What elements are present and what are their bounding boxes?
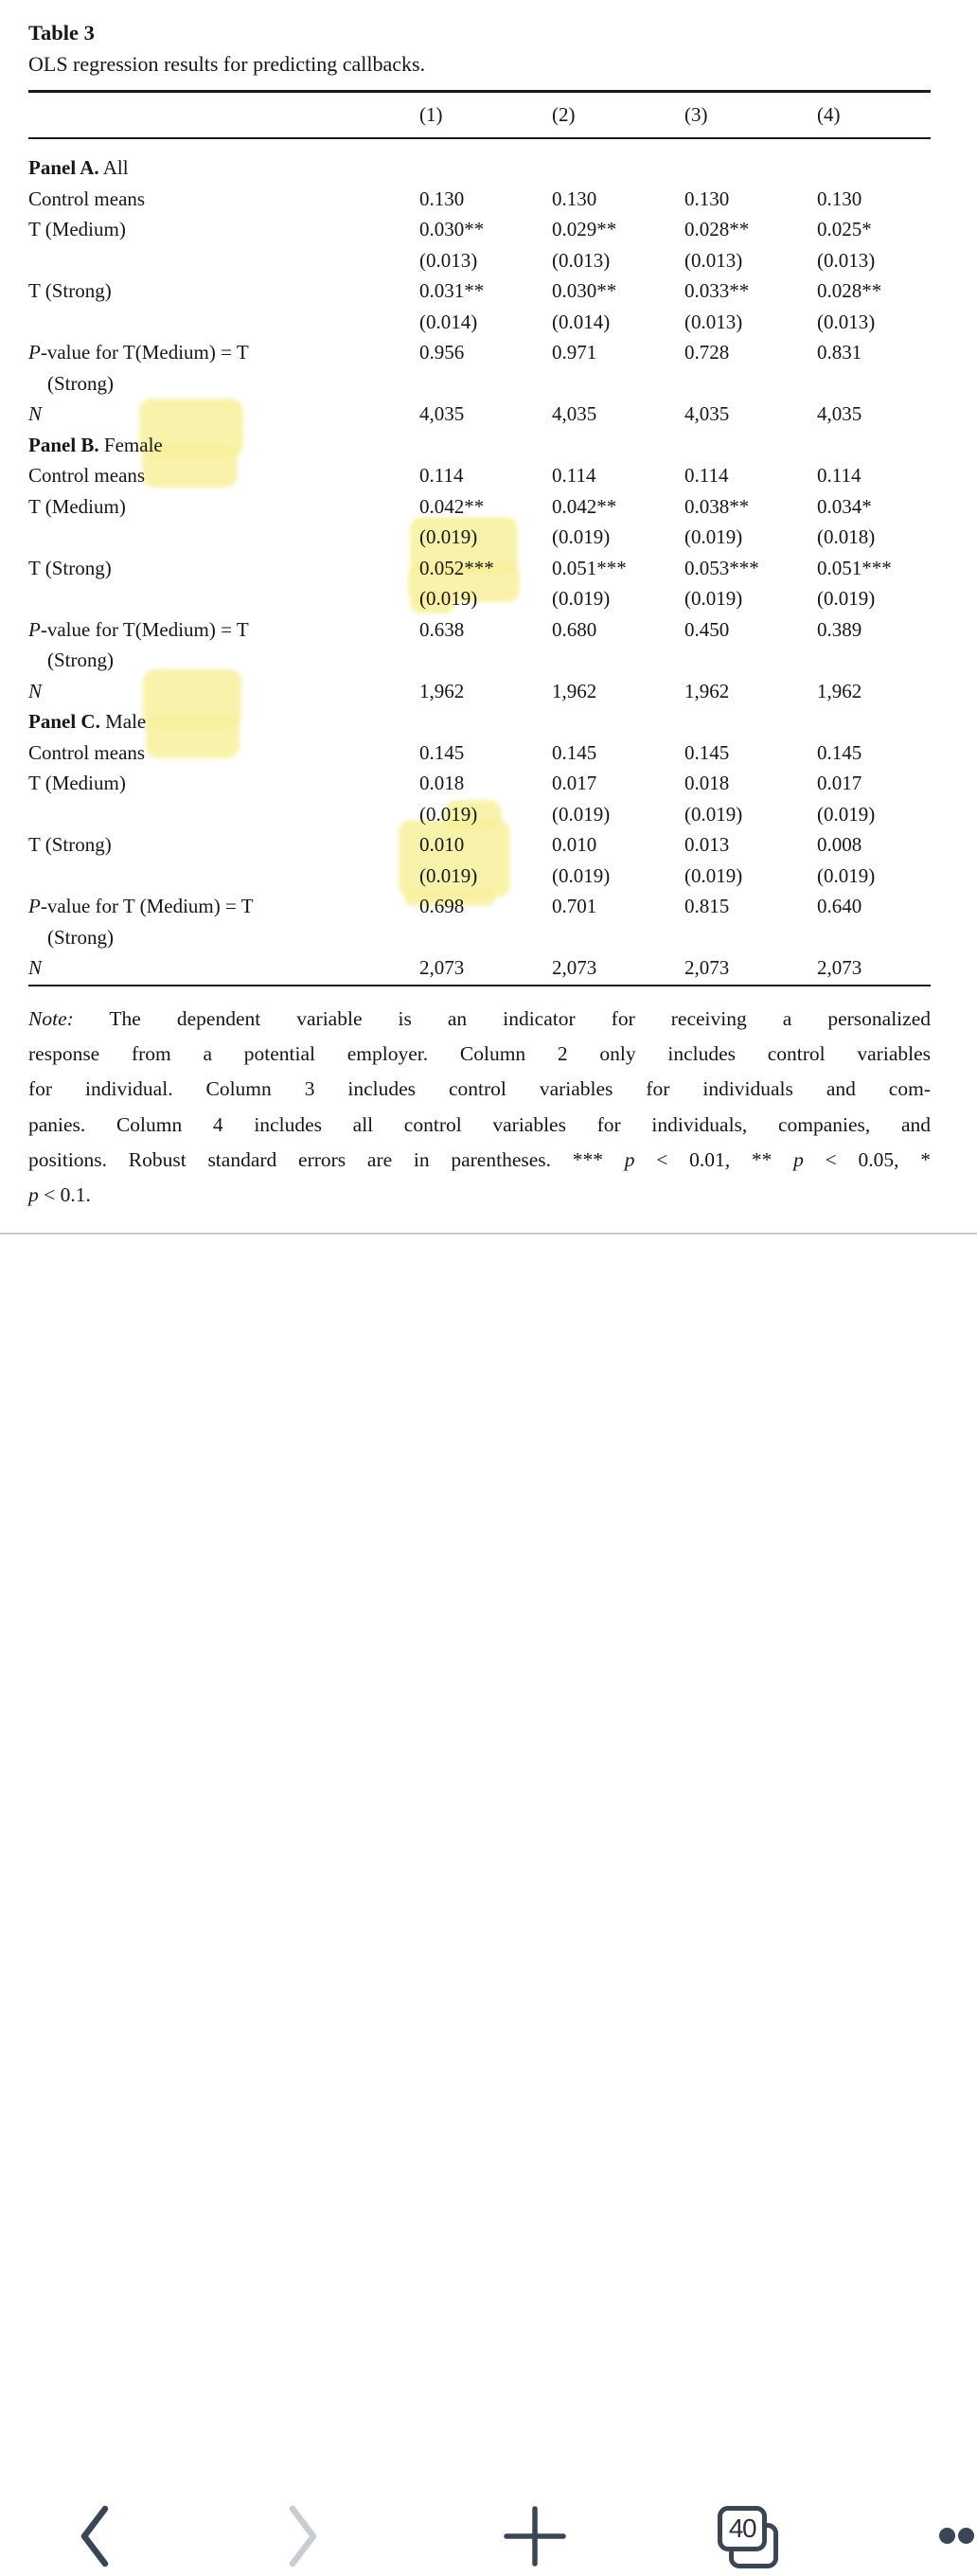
value-cell: 0.145: [419, 740, 465, 764]
row-label: [28, 891, 419, 952]
chevron-right-icon: [285, 2503, 321, 2569]
row-label: [28, 583, 419, 614]
panel-group: Male: [105, 710, 147, 733]
value-cell: 0.145: [817, 740, 862, 764]
note-line: positions. Robust standard errors are in parentheses. *** p < 0.01, ** p < 0.05, *: [28, 1147, 931, 1171]
value-cell: 0.728: [684, 341, 730, 364]
panel-heading: [28, 152, 931, 184]
row-label: Control means: [28, 740, 146, 764]
table-row: [28, 337, 931, 399]
value-cell: 0.389: [817, 617, 862, 641]
ellipsis-dot: [958, 2528, 974, 2544]
table-row: [28, 245, 931, 276]
value-cell: (0.019): [684, 525, 743, 548]
row-label: T (Strong): [28, 833, 112, 856]
value-cell: 0.698: [419, 895, 465, 917]
value-cell: 0.956: [419, 341, 465, 364]
value-cell: 0.030**: [552, 279, 617, 302]
value-cell: 0.130: [419, 187, 465, 210]
row-label: [28, 614, 419, 676]
value-cell: (0.019): [419, 802, 478, 826]
table-row: [28, 799, 931, 830]
value-cell: 4,035: [552, 402, 597, 425]
table-caption: OLS regression results for predicting callbacks.: [28, 52, 426, 76]
row-label: Control means: [28, 464, 146, 487]
value-cell: 0.640: [817, 895, 862, 917]
value-cell: (0.013): [419, 248, 478, 272]
value-cell: 0.018: [419, 772, 465, 794]
value-cell: (0.013): [817, 248, 876, 272]
row-label: [28, 307, 419, 338]
value-cell: 1,962: [552, 679, 597, 702]
value-cell: 0.010: [552, 833, 597, 856]
value-cell: 2,073: [419, 956, 465, 979]
value-cell: (0.019): [419, 863, 478, 887]
note-line: Note: The dependent variable is an indicator for receiving a personalized: [28, 1007, 931, 1030]
table-row: [28, 768, 931, 799]
row-label-line2: (Strong): [47, 371, 114, 395]
tabs-icon: [717, 2505, 779, 2568]
value-cell: 0.028**: [684, 218, 750, 240]
value-cell: 0.034*: [817, 494, 872, 518]
row-label: N: [28, 679, 43, 702]
column-header: (3): [684, 102, 708, 126]
value-cell: (0.019): [817, 802, 876, 826]
value-cell: 0.701: [552, 895, 597, 917]
table-title: Table 3: [28, 21, 95, 44]
forward-button[interactable]: [265, 2498, 341, 2574]
value-cell: 0.008: [817, 833, 862, 856]
row-label: [28, 799, 419, 830]
note-line: for individual. Column 3 includes control variables for individuals and com-: [28, 1077, 931, 1101]
row-label: N: [28, 956, 43, 979]
panel-label: Panel C.: [28, 710, 100, 733]
value-cell: 0.114: [817, 464, 862, 487]
value-cell: 0.130: [817, 187, 862, 210]
value-cell: 0.013: [684, 833, 730, 856]
ellipsis-icon: [939, 2528, 974, 2544]
row-label-line2: (Strong): [47, 925, 114, 949]
value-cell: 0.038**: [684, 494, 750, 518]
regression-table: [28, 152, 931, 984]
row-label-text: -value for T (Medium) = T: [40, 895, 254, 917]
value-cell: 1,962: [419, 679, 465, 702]
table-row: [28, 861, 931, 892]
value-cell: (0.013): [552, 248, 611, 272]
value-cell: 0.130: [684, 187, 730, 210]
panel-heading-row: [28, 152, 931, 184]
row-label-text: -value for T(Medium) = T: [40, 617, 249, 641]
value-cell: 2,073: [817, 956, 862, 979]
value-cell: 0.450: [684, 617, 730, 641]
value-cell: 0.114: [684, 464, 729, 487]
column-header: (2): [552, 102, 576, 126]
value-cell: (0.019): [552, 525, 611, 548]
row-label-italic: P: [28, 341, 41, 364]
value-cell: (0.019): [684, 863, 743, 887]
row-label: T (Medium): [28, 494, 126, 518]
value-cell: 1,962: [684, 679, 730, 702]
plus-icon: [504, 2505, 566, 2567]
value-cell: (0.014): [552, 310, 611, 333]
value-cell: 0.025*: [817, 218, 872, 240]
row-label-text: -value for T(Medium) = T: [40, 341, 249, 364]
value-cell: 0.030**: [419, 218, 485, 240]
value-cell: 0.680: [552, 617, 597, 641]
value-cell: 0.018: [684, 772, 730, 794]
value-cell: (0.019): [419, 587, 478, 610]
value-cell: 0.145: [684, 740, 730, 764]
table-row: [28, 522, 931, 553]
table-row: [28, 676, 931, 707]
row-label: T (Strong): [28, 556, 112, 579]
column-header: (4): [817, 102, 841, 126]
value-cell: 0.010: [419, 833, 465, 856]
value-cell: 0.145: [552, 740, 597, 764]
table-row: [28, 891, 931, 952]
value-cell: 0.831: [817, 341, 862, 364]
panel-heading-row: [28, 706, 931, 737]
table-rule-header: [28, 137, 931, 140]
table-row: [28, 952, 931, 984]
value-cell: 0.053***: [684, 556, 759, 579]
note-line: p < 0.1.: [28, 1183, 91, 1207]
note-label: Note:: [28, 1007, 74, 1030]
value-cell: (0.019): [684, 587, 743, 610]
table-row: [28, 184, 931, 215]
chevron-left-icon: [77, 2503, 113, 2569]
row-label: T (Medium): [28, 772, 126, 794]
table-note: [28, 1002, 931, 1213]
value-cell: (0.019): [684, 802, 743, 826]
value-cell: (0.019): [552, 587, 611, 610]
value-cell: 0.017: [817, 772, 862, 794]
value-cell: 0.114: [419, 464, 464, 487]
value-cell: (0.014): [419, 310, 478, 333]
value-cell: 0.051***: [552, 556, 627, 579]
table-row: [28, 214, 931, 245]
note-line: panies. Column 4 includes all control variables for individuals, companies, and: [28, 1112, 931, 1136]
tab-switcher-button[interactable]: [708, 2496, 788, 2576]
value-cell: (0.013): [684, 248, 743, 272]
row-label-line2: (Strong): [47, 648, 114, 671]
note-line: response from a potential employer. Column 2 only includes control variables: [28, 1042, 931, 1066]
value-cell: 2,073: [552, 956, 597, 979]
value-cell: 4,035: [684, 402, 730, 425]
table-row: [28, 737, 931, 769]
tabs-front-card: [718, 2506, 767, 2551]
ellipsis-dot: [939, 2528, 955, 2544]
table-row: [28, 614, 931, 676]
back-button[interactable]: [57, 2498, 133, 2574]
panel-heading: [28, 706, 931, 737]
value-cell: 0.029**: [552, 218, 617, 240]
row-label: Control means: [28, 187, 146, 210]
row-label: [28, 337, 419, 399]
value-cell: (0.013): [684, 310, 743, 333]
panel-heading-row: [28, 430, 931, 461]
value-cell: (0.018): [817, 525, 876, 548]
value-cell: 0.042**: [552, 494, 617, 518]
value-cell: 4,035: [817, 402, 862, 425]
row-label: T (Strong): [28, 279, 112, 302]
value-cell: 0.031**: [419, 279, 485, 302]
value-cell: 4,035: [419, 402, 465, 425]
value-cell: 0.815: [684, 895, 730, 917]
table-row: [28, 460, 931, 491]
panel-heading: [28, 430, 931, 461]
table-row: [28, 491, 931, 523]
row-label-italic: P: [28, 895, 41, 917]
value-cell: (0.019): [817, 863, 876, 887]
value-cell: 0.017: [552, 772, 597, 794]
table-row: [28, 829, 931, 861]
row-label-italic: P: [28, 617, 41, 641]
new-tab-button[interactable]: [497, 2498, 573, 2574]
value-cell: 1,962: [817, 679, 862, 702]
row-label: [28, 245, 419, 276]
table-row: [28, 307, 931, 338]
value-cell: 0.052***: [419, 556, 494, 579]
panel-label: Panel B.: [28, 433, 99, 456]
value-cell: 0.638: [419, 617, 465, 641]
row-label: [28, 861, 419, 892]
value-cell: 0.114: [552, 464, 596, 487]
row-label: [28, 522, 419, 553]
pdf-toolbar: [0, 1235, 977, 2543]
table-row: [28, 553, 931, 584]
value-cell: (0.019): [817, 587, 876, 610]
more-button[interactable]: [932, 2511, 977, 2560]
value-cell: 0.130: [552, 187, 597, 210]
panel-label: Panel A.: [28, 156, 99, 179]
value-cell: 0.971: [552, 341, 597, 364]
value-cell: 2,073: [684, 956, 730, 979]
table-row: [28, 583, 931, 614]
table-row: [28, 399, 931, 430]
value-cell: (0.019): [552, 863, 611, 887]
document-content: [28, 0, 931, 1213]
value-cell: (0.019): [552, 802, 611, 826]
row-label: N: [28, 402, 43, 425]
panel-group: Female: [103, 433, 163, 456]
row-label: T (Medium): [28, 218, 126, 240]
value-cell: 0.033**: [684, 279, 750, 302]
panel-group: All: [102, 156, 129, 179]
value-cell: 0.042**: [419, 494, 485, 518]
value-cell: (0.013): [817, 310, 876, 333]
value-cell: 0.028**: [817, 279, 882, 302]
table-rule-bottom: [28, 985, 931, 987]
value-cell: 0.051***: [817, 556, 892, 579]
table-row: [28, 275, 931, 307]
column-header: (1): [419, 102, 443, 126]
column-headers: [28, 93, 931, 137]
value-cell: (0.019): [419, 525, 478, 548]
tab-count: 40: [728, 2513, 756, 2543]
